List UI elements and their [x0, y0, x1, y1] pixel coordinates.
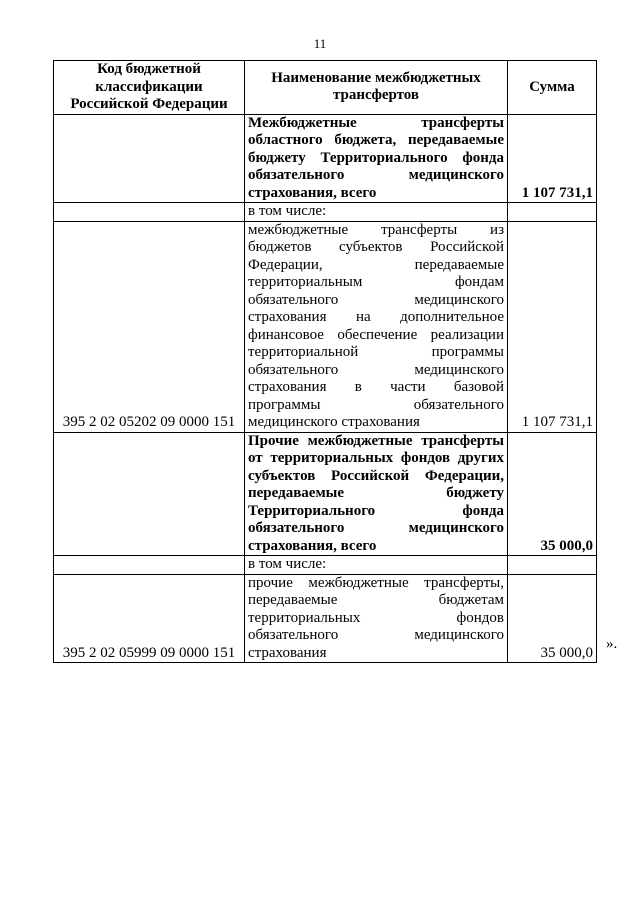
- table-row: [54, 432, 597, 556]
- row-transfer-name: Межбюджетные трансферты областного бюджета, передаваемые бюджету Территориального фонда обязательного медицинского страхования, всего: [245, 114, 508, 203]
- page-number: 11: [313, 36, 327, 51]
- row-amount: 35 000,0: [508, 574, 597, 663]
- budget-transfers-table: [53, 60, 597, 663]
- table-row: [54, 203, 597, 222]
- row-amount: [508, 556, 597, 575]
- row-transfer-name: прочие межбюджетные трансферты, передаваемые бюджетам территориальных фондов обязательного медицинского страхования: [245, 574, 508, 663]
- row-budget-code: 395 2 02 05202 09 0000 151: [54, 221, 245, 432]
- row-budget-code: [54, 203, 245, 222]
- row-transfer-name: в том числе:: [245, 203, 508, 222]
- closing-quote: ».: [606, 636, 618, 652]
- header-transfer-name: Наименование межбюджетных трансфертов: [245, 61, 508, 115]
- row-transfer-name: межбюджетные трансферты из бюджетов субъектов Российской Федерации, передаваемые территориальным фондам обязательного медицинского страхования на дополнительное финансовое обеспечение реализации территориальной программы обязательного медицинского страхования в части базовой программы обязательного медицинского страхования: [245, 221, 508, 432]
- row-amount: [508, 203, 597, 222]
- table-header-row: [54, 61, 597, 115]
- row-amount: 1 107 731,1: [508, 221, 597, 432]
- header-amount: Сумма: [508, 61, 597, 115]
- row-amount: 1 107 731,1: [508, 114, 597, 203]
- header-budget-code: Код бюджетной классификации Российской Федерации: [54, 61, 245, 115]
- row-transfer-name: в том числе:: [245, 556, 508, 575]
- table-row: [54, 114, 597, 203]
- row-budget-code: [54, 556, 245, 575]
- table-row: [54, 556, 597, 575]
- row-budget-code: [54, 432, 245, 556]
- row-transfer-name: Прочие межбюджетные трансферты от территориальных фондов других субъектов Российской Федерации, передаваемые бюджету Территориального фонда обязательного медицинского страхования, всего: [245, 432, 508, 556]
- row-budget-code: [54, 114, 245, 203]
- row-amount: 35 000,0: [508, 432, 597, 556]
- table-row: [54, 574, 597, 663]
- row-budget-code: 395 2 02 05999 09 0000 151: [54, 574, 245, 663]
- table-row: [54, 221, 597, 432]
